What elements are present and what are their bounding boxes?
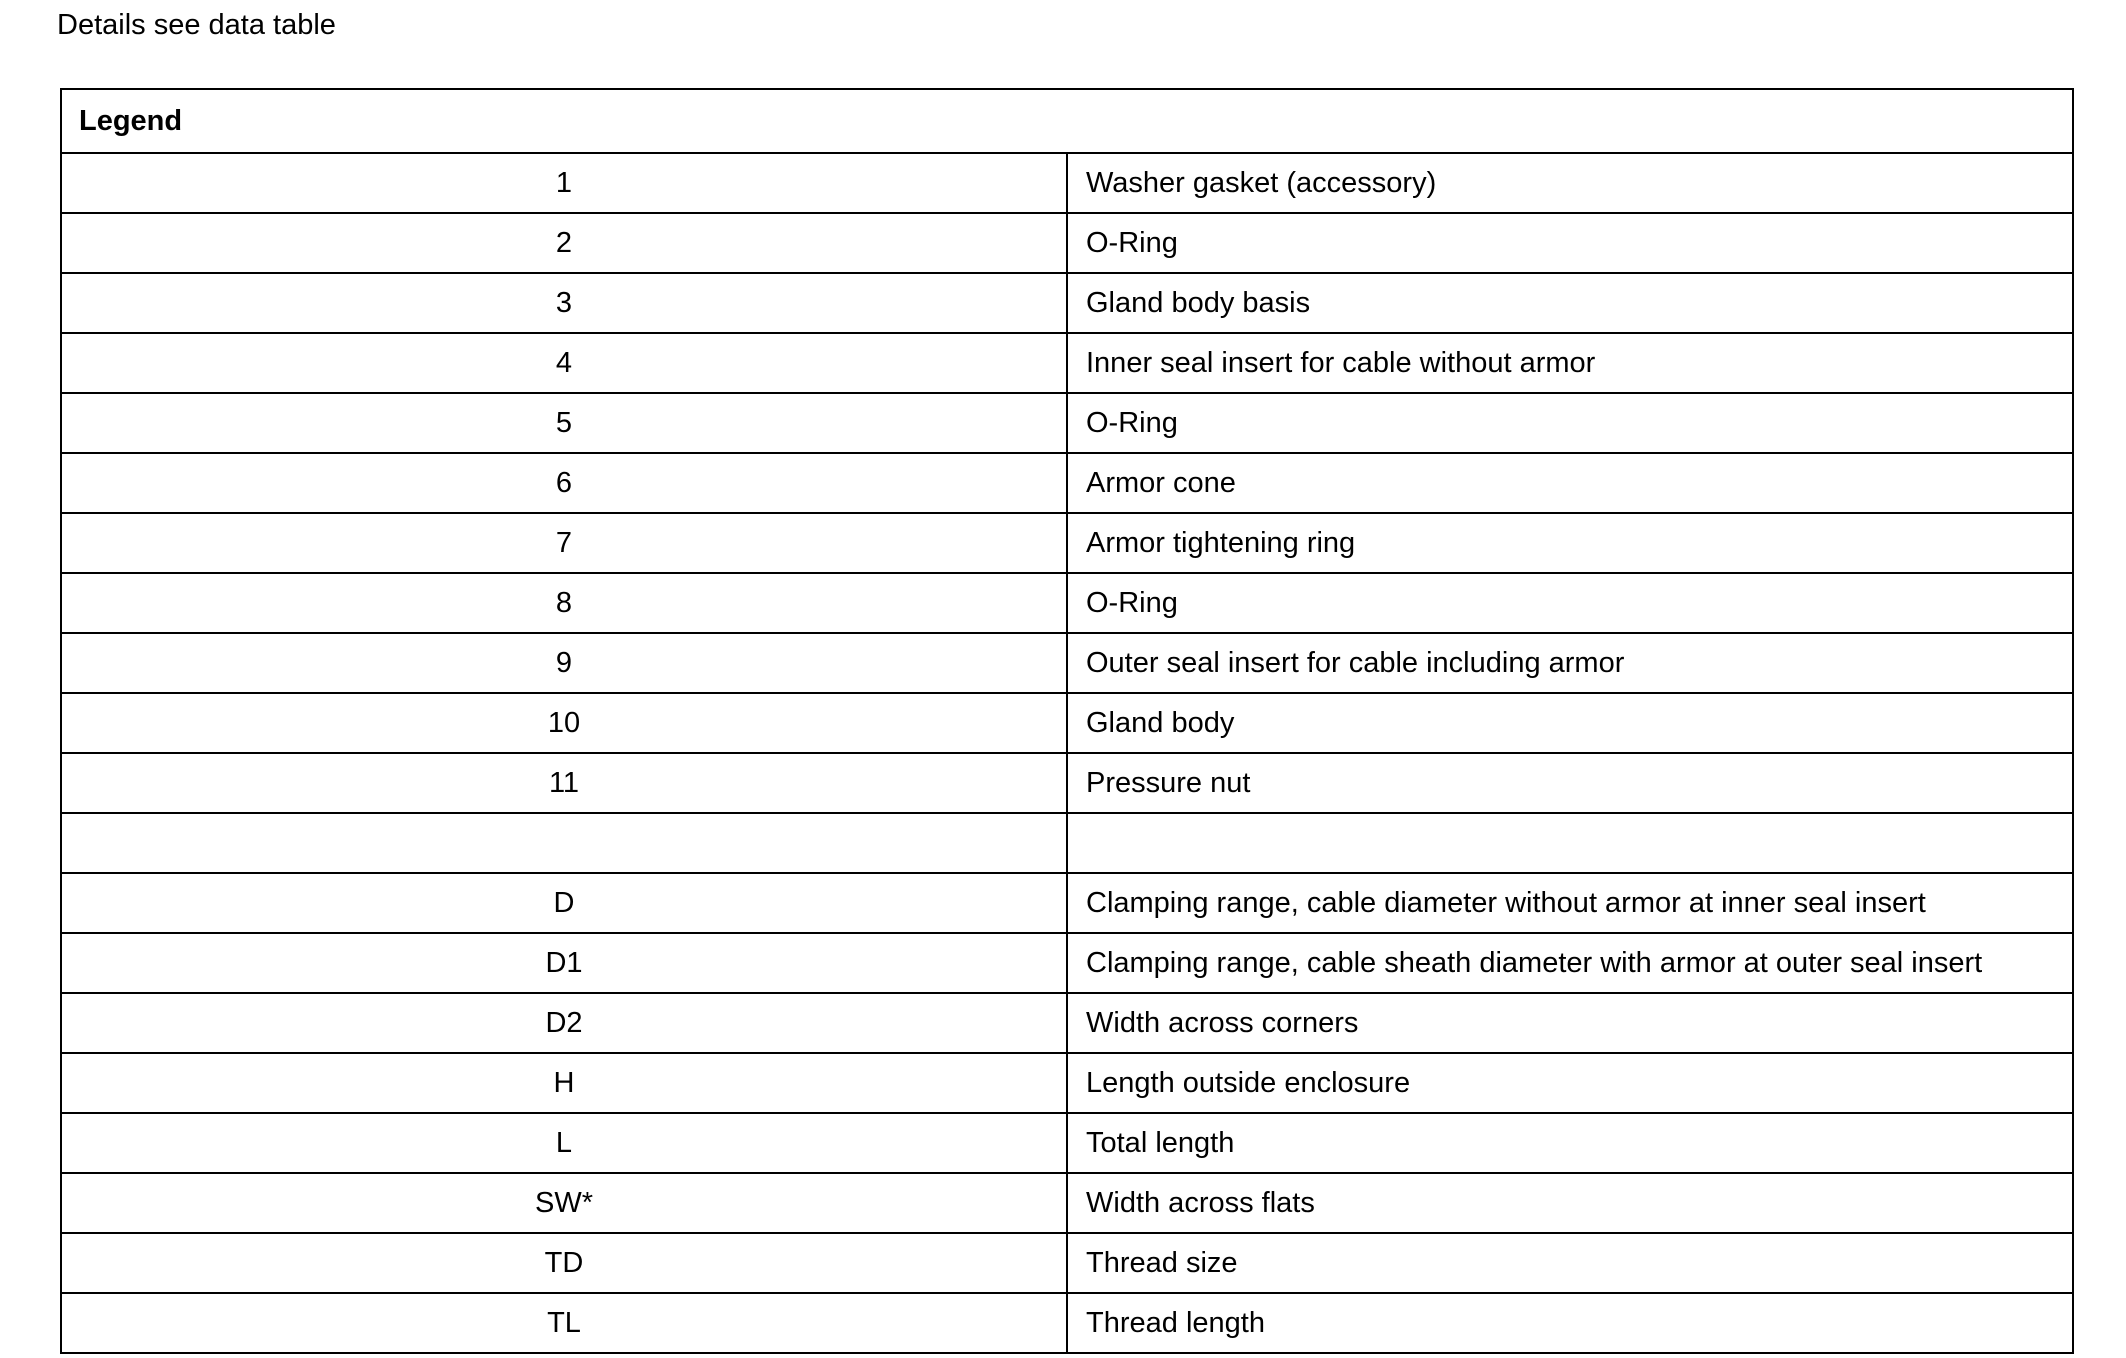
table-row <box>61 153 2073 213</box>
legend-table <box>60 88 2074 1354</box>
legend-description-cell: Width across flats <box>1067 1173 2073 1233</box>
table-row <box>61 573 2073 633</box>
legend-description-cell: Clamping range, cable diameter without armor at inner seal insert <box>1067 873 2073 933</box>
legend-key-cell: 8 <box>61 573 1067 633</box>
table-row <box>61 453 2073 513</box>
table-row <box>61 1173 2073 1233</box>
legend-key-cell: D2 <box>61 993 1067 1053</box>
legend-key-cell: D <box>61 873 1067 933</box>
legend-key-cell: 9 <box>61 633 1067 693</box>
legend-key-cell: 4 <box>61 333 1067 393</box>
legend-description-cell: Thread size <box>1067 1233 2073 1293</box>
legend-key-cell: TL <box>61 1293 1067 1353</box>
legend-description-cell: Armor cone <box>1067 453 2073 513</box>
table-row <box>61 813 2073 873</box>
table-row <box>61 513 2073 573</box>
legend-key-cell: 2 <box>61 213 1067 273</box>
legend-description-cell: O-Ring <box>1067 393 2073 453</box>
legend-description-cell: O-Ring <box>1067 213 2073 273</box>
legend-description-cell: Inner seal insert for cable without armor <box>1067 333 2073 393</box>
legend-key-cell: SW* <box>61 1173 1067 1233</box>
legend-key-cell: L <box>61 1113 1067 1173</box>
table-row <box>61 1233 2073 1293</box>
legend-title: Legend <box>61 89 2073 153</box>
legend-key-cell: D1 <box>61 933 1067 993</box>
legend-description-cell: Width across corners <box>1067 993 2073 1053</box>
legend-description-cell: Length outside enclosure <box>1067 1053 2073 1113</box>
table-row <box>61 333 2073 393</box>
legend-description-cell: Pressure nut <box>1067 753 2073 813</box>
table-row <box>61 1113 2073 1173</box>
table-row <box>61 873 2073 933</box>
table-row <box>61 693 2073 753</box>
legend-description-cell <box>1067 813 2073 873</box>
legend-key-cell: TD <box>61 1233 1067 1293</box>
table-row <box>61 1053 2073 1113</box>
table-row <box>61 753 2073 813</box>
table-row <box>61 933 2073 993</box>
legend-key-cell: 6 <box>61 453 1067 513</box>
legend-key-cell <box>61 813 1067 873</box>
legend-key-cell: 3 <box>61 273 1067 333</box>
table-row <box>61 1293 2073 1353</box>
legend-key-cell: 7 <box>61 513 1067 573</box>
legend-key-cell: 10 <box>61 693 1067 753</box>
legend-description-cell: Washer gasket (accessory) <box>1067 153 2073 213</box>
legend-description-cell: Gland body basis <box>1067 273 2073 333</box>
intro-note: Details see data table <box>57 9 336 41</box>
legend-key-cell: 5 <box>61 393 1067 453</box>
table-row <box>61 213 2073 273</box>
legend-description-cell: Armor tightening ring <box>1067 513 2073 573</box>
table-row <box>61 993 2073 1053</box>
legend-table-body <box>61 89 2073 1353</box>
legend-description-cell: Thread length <box>1067 1293 2073 1353</box>
legend-description-cell: Gland body <box>1067 693 2073 753</box>
table-row <box>61 633 2073 693</box>
table-row <box>61 393 2073 453</box>
table-row <box>61 273 2073 333</box>
legend-description-cell: Outer seal insert for cable including armor <box>1067 633 2073 693</box>
legend-key-cell: H <box>61 1053 1067 1113</box>
legend-key-cell: 1 <box>61 153 1067 213</box>
legend-title-row <box>61 89 2073 153</box>
legend-description-cell: Total length <box>1067 1113 2073 1173</box>
legend-description-cell: Clamping range, cable sheath diameter with armor at outer seal insert <box>1067 933 2073 993</box>
legend-description-cell: O-Ring <box>1067 573 2073 633</box>
legend-key-cell: 11 <box>61 753 1067 813</box>
